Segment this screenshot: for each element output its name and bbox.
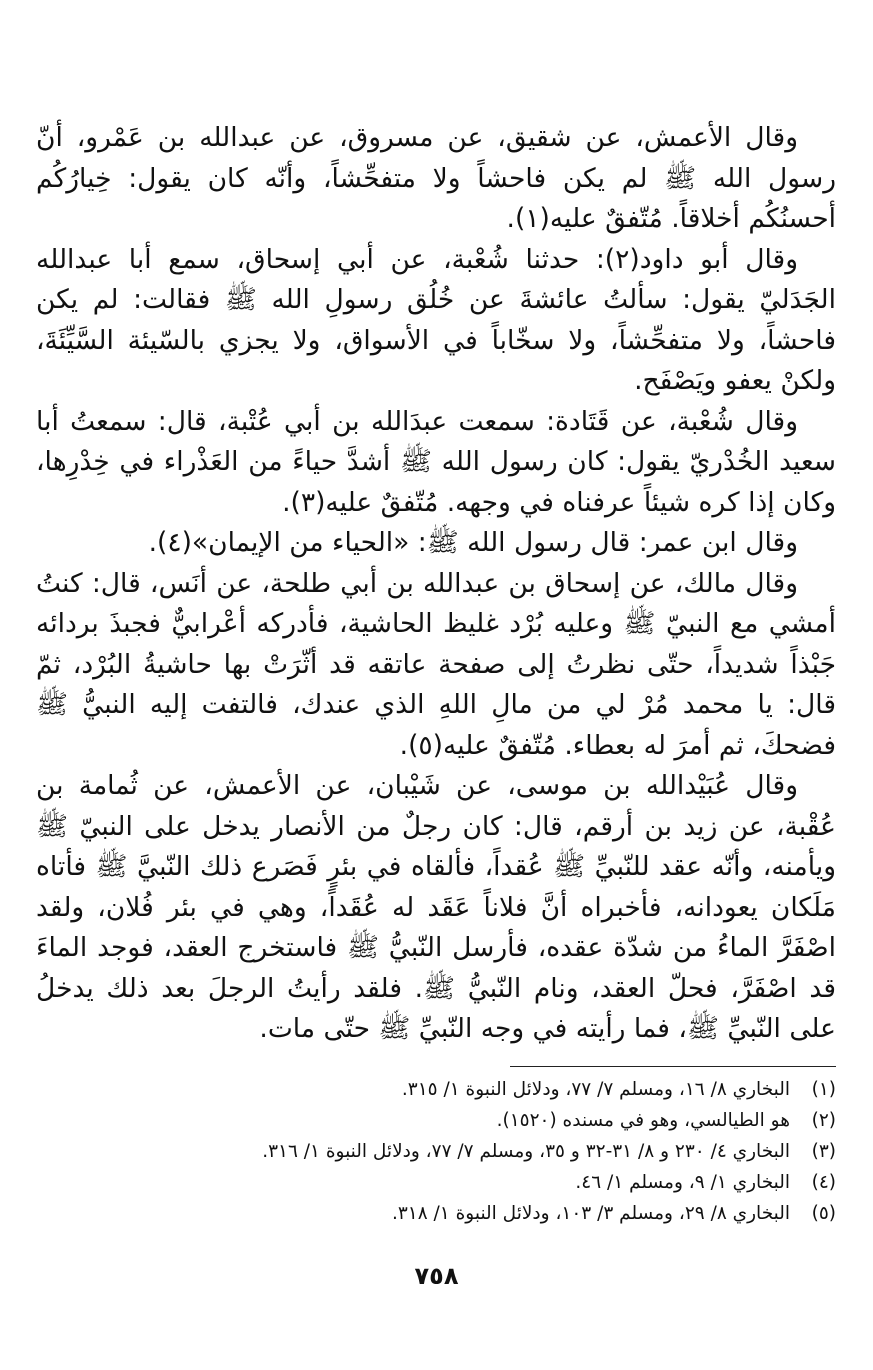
footnote-number: (٣) xyxy=(811,1141,836,1162)
footnote-number: (٢) xyxy=(811,1110,836,1131)
footnote-text: البخاري ٨/ ٢٩، ومسلم ٣/ ١٠٣، ودلائل النبوة ١/ ٣١٨. xyxy=(391,1203,790,1224)
footnote xyxy=(60,1105,836,1136)
paragraph: وقال أبو داود(٢): حدثنا شُعْبة، عن أبي إسحاق، سمع أبا عبدالله الجَدَليّ يقول: سألتُ عائشةَ عن خُلُق رسولِ الله ﷺ فقالت: لم يكن فاحشاً، ولا متفحِّشاً، ولا سخّاباً في الأسواق، ولا يجزي بالسّيئة السَّيِّئَةَ، ولكنْ يعفو ويَصْفَح. xyxy=(36,243,836,396)
footnote-number: (١) xyxy=(811,1079,836,1100)
footnote-text: البخاري ٨/ ١٦، ومسلم ٧/ ٧٧، ودلائل النبوة ١/ ٣١٥. xyxy=(401,1079,790,1100)
paragraph: وقال شُعْبة، عن قَتَادة: سمعت عبدَالله بن أبي عُتْبة، قال: سمعتُ أبا سعيد الخُدْريّ يقول: كان رسول الله ﷺ أشدَّ حياءً من العَذْراء في خِدْرِها، وكان إذا كره شيئاً عرفناه في وجهه. مُتّفقٌ عليه(٣). xyxy=(36,405,836,518)
paragraph: وقال الأعمش، عن شقيق، عن مسروق، عن عبدالله بن عَمْرو، أنّ رسول الله ﷺ لم يكن فاحشاً ولا متفحِّشاً، وأنّه كان يقول: خِيارُكُم أحسنُكُم أخلاقاً. مُتّفقٌ عليه(١). xyxy=(36,122,836,234)
footnotes xyxy=(60,1074,836,1229)
footnote xyxy=(60,1167,836,1198)
paragraph: وقال ابن عمر: قال رسول الله ﷺ: «الحياء من الإيمان»(٤). xyxy=(148,527,798,558)
footnote xyxy=(60,1074,836,1105)
footnote xyxy=(60,1198,836,1229)
footnote-text: هو الطيالسي، وهو في مسنده (١٥٢٠). xyxy=(496,1110,790,1131)
footnote-number: (٥) xyxy=(811,1203,836,1224)
page-number: ٧٥٨ xyxy=(414,1262,459,1290)
footnote-number: (٤) xyxy=(811,1172,836,1193)
main-text xyxy=(36,118,836,1050)
footnote-text: البخاري ٤/ ٢٣٠ و ٨/ ٣١-٣٢ و ٣٥، ومسلم ٧/ ٧٧، ودلائل النبوة ١/ ٣١٦. xyxy=(262,1141,790,1162)
footnote xyxy=(60,1136,836,1167)
paragraph: وقال عُبَيْدالله بن موسى، عن شَيْبان، عن الأعمش، عن ثُمامة بن عُقْبة، عن زيد بن أرقم، قال: كان رجلٌ من الأنصار يدخل على النبيّ ﷺ ويأمنه، وأنّه عقد للنّبيِّ ﷺ عُقداً، فألقاه في بئرٍ فَصَرع ذلك النّبيَّ ﷺ فأتاه مَلَكان يعودانه، فأخبراه أنَّ فلاناً عَقَد له عُقَداً، وهي في بئر فُلان، ولقد اصْفَرَّ الماءُ من شدّة عقده، فأرسل النّبيُّ ﷺ فاستخرج العقد، فوجد الماءَ قد اصْفَرَّ، فحلّ العقد، ونام النّبيُّ ﷺ. فلقد رأيتُ الرجلَ بعد ذلك يدخلُ على النّبيِّ ﷺ، فما رأيته في وجه النّبيِّ ﷺ حتّى مات. xyxy=(36,770,836,1044)
footnote-divider xyxy=(510,1066,836,1067)
paragraph: وقال مالك، عن إسحاق بن عبدالله بن أبي طلحة، عن أنَس، قال: كنتُ أمشي مع النبيّ ﷺ وعليه بُرْد غليظ الحاشية، فأدركه أعْرابيٌّ فجبذَ بردائه جَبْذاً شديداً، حتّى نظرتُ إلى صفحة عاتقه قد أثّرَتْ بها حاشيةُ البُرْد، ثمّ قال: يا محمد مُرْ لي من مالِ اللهِ الذي عندك، فالتفت إليه النبيُّ ﷺ فضحكَ، ثم أمرَ له بعطاء. مُتّفقٌ عليه(٥). xyxy=(36,567,836,761)
footnote-text: البخاري ١/ ٩، ومسلم ١/ ٤٦. xyxy=(575,1172,790,1193)
